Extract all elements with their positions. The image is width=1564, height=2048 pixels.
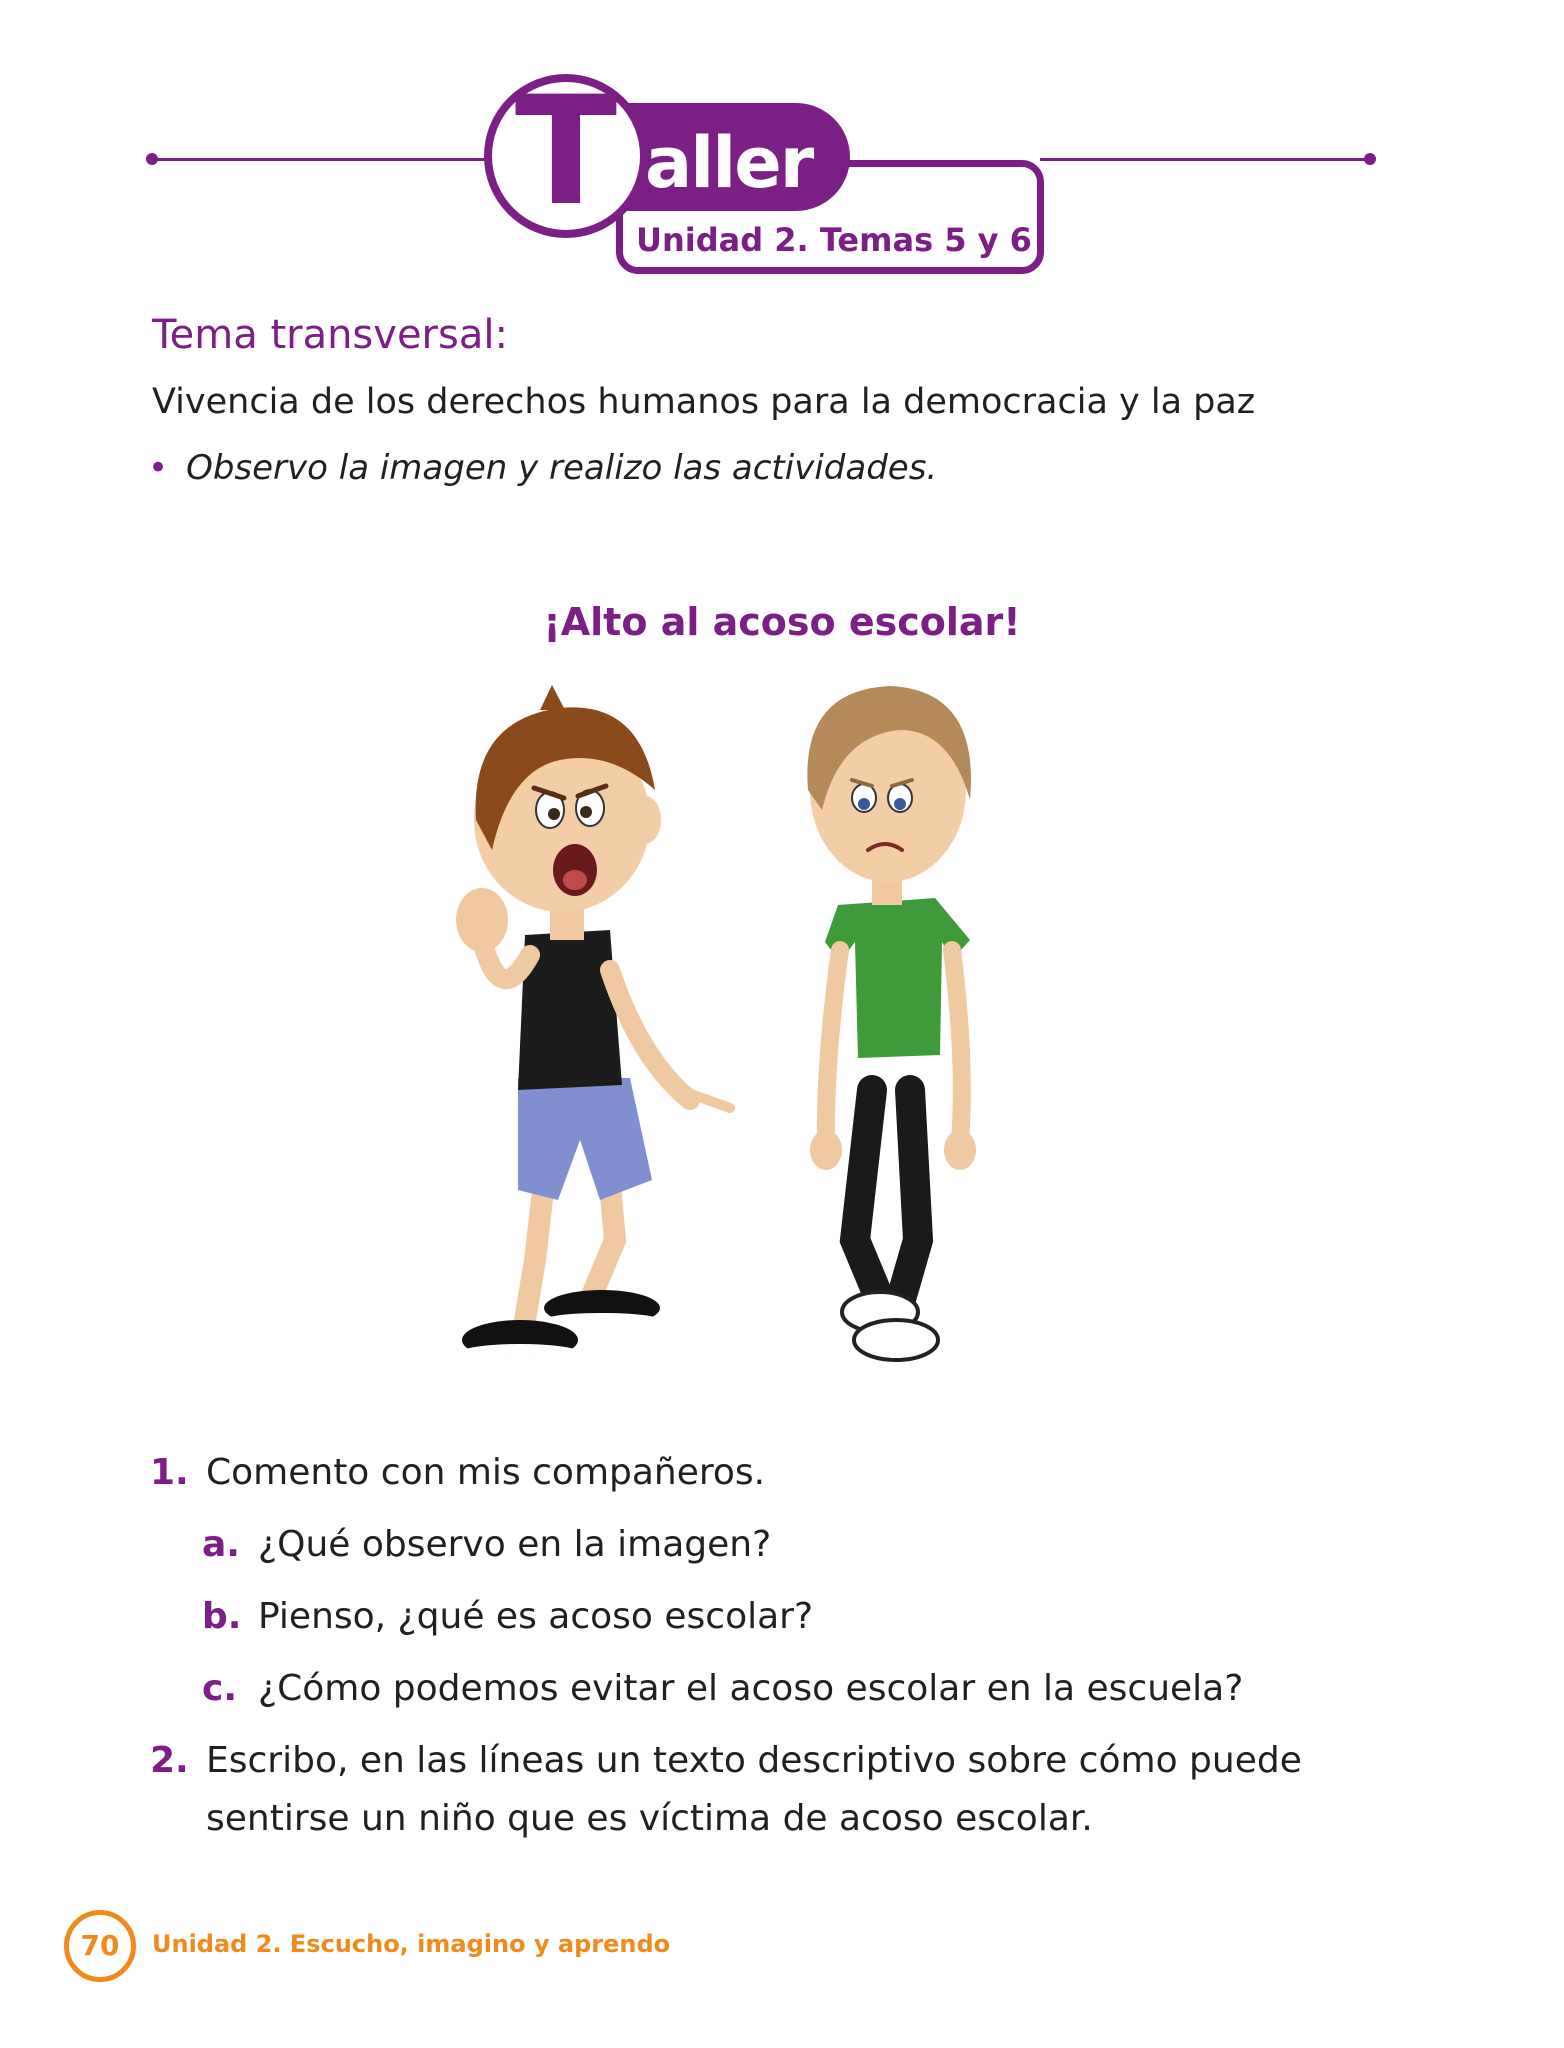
victim-boy-figure <box>807 686 976 1360</box>
footer-unit-text: Unidad 2. Escucho, imagino y aprendo <box>152 1930 671 1958</box>
question-1b <box>202 1596 813 1637</box>
bully-boy-figure <box>456 685 730 1360</box>
header-rule-left <box>152 158 492 161</box>
tema-transversal-text: Vivencia de los derechos humanos para la democracia y la paz <box>152 382 1256 422</box>
header-rule-left-dot <box>146 153 158 165</box>
title-initial: T <box>514 65 618 239</box>
question-1a <box>202 1524 771 1565</box>
title-text: aller <box>645 122 813 204</box>
question-1c-letter: c. <box>202 1668 238 1709</box>
question-1 <box>150 1452 765 1493</box>
instruction-row <box>148 448 937 488</box>
question-1c-text: ¿Cómo podemos evitar el acoso escolar en la escuela? <box>258 1668 1244 1709</box>
question-2-continued <box>206 1798 1093 1839</box>
question-1c <box>202 1668 1243 1709</box>
header-rule-right <box>1040 158 1370 161</box>
illustration-title: ¡Alto al acoso escolar! <box>543 600 1021 644</box>
tema-transversal-label: Tema transversal: <box>152 312 508 358</box>
question-1b-letter: b. <box>202 1596 242 1637</box>
question-2-number: 2. <box>150 1740 189 1781</box>
page-number: 70 <box>64 1910 136 1982</box>
question-1b-text: Pienso, ¿qué es acoso escolar? <box>258 1596 814 1637</box>
header-rule-right-dot <box>1364 153 1376 165</box>
bullying-illustration <box>440 680 1100 1400</box>
question-2 <box>150 1740 1302 1781</box>
question-1-text: Comento con mis compañeros. <box>206 1452 766 1493</box>
question-1a-letter: a. <box>202 1524 240 1565</box>
instruction-text: Observo la imagen y realizo las actividades. <box>186 448 938 488</box>
bullet-icon: • <box>148 448 169 488</box>
unit-label: Unidad 2. Temas 5 y 6 <box>636 221 1032 259</box>
question-2-line1: Escribo, en las líneas un texto descriptivo sobre cómo puede <box>206 1740 1302 1781</box>
question-1a-text: ¿Qué observo en la imagen? <box>258 1524 772 1565</box>
question-2-line2: sentirse un niño que es víctima de acoso escolar. <box>206 1798 1093 1839</box>
question-1-number: 1. <box>150 1452 189 1493</box>
